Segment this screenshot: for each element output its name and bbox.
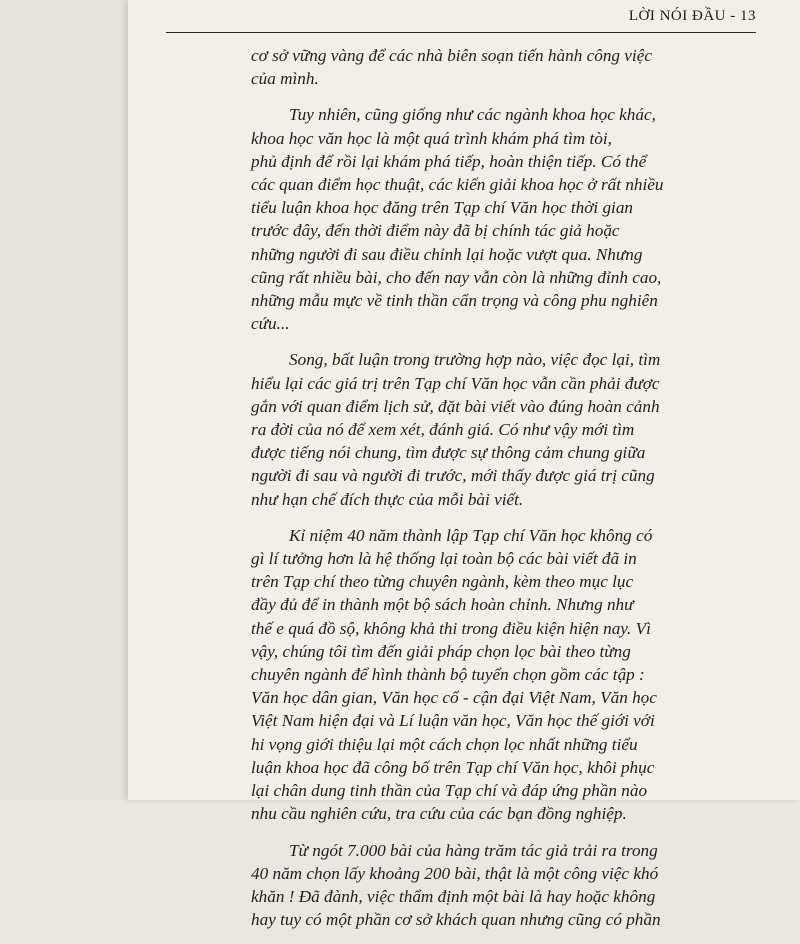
text-line: được tiếng nói chung, tìm được sự thông cảm chung giữa xyxy=(251,443,646,463)
text-line: cũng rất nhiều bài, cho đến nay vẫn còn là những đỉnh cao, xyxy=(251,267,662,287)
text-line: chuyên ngành để hình thành bộ tuyển chọn gồm các tập : xyxy=(251,665,645,685)
text-line: của mình. xyxy=(251,69,319,89)
text-line: hi vọng giới thiệu lại một cách chọn lọc nhất những tiểu xyxy=(251,734,638,754)
paragraph xyxy=(251,103,791,335)
page-body xyxy=(251,44,791,944)
facing-page-edge xyxy=(0,0,128,800)
text-line: những người đi sau điều chỉnh lại hoặc vượt qua. Nhưng xyxy=(251,244,643,264)
text-line: Kỉ niệm 40 năm thành lập Tạp chí Văn học không có xyxy=(289,525,653,545)
paragraph xyxy=(251,839,791,932)
paragraph xyxy=(251,348,791,510)
text-line: cơ sở vững vàng để các nhà biên soạn tiến hành công việc xyxy=(251,46,652,65)
text-line: thế e quá đồ sộ, không khả thi trong điều kiện hiện nay. Vì xyxy=(251,618,651,638)
text-line: Từ ngót 7.000 bài của hàng trăm tác giả trải ra trong xyxy=(289,840,658,860)
text-line: những mẫu mực về tinh thần cẩn trọng và công phu nghiên xyxy=(251,291,658,311)
text-line: hiểu lại các giá trị trên Tạp chí Văn học vẫn cần phải được xyxy=(251,373,660,393)
text-line: cứu... xyxy=(251,314,290,334)
text-line: luận khoa học đã công bố trên Tạp chí Văn học, khôi phục xyxy=(251,757,655,777)
paragraph xyxy=(251,524,791,826)
text-line: 40 năm chọn lấy khoảng 200 bài, thật là một công việc khó xyxy=(251,863,659,883)
text-line: nhu cầu nghiên cứu, tra cứu của các bạn đồng nghiệp. xyxy=(251,804,627,824)
text-line: như hạn chế đích thực của mỗi bài viết. xyxy=(251,489,524,509)
text-line: đầy đủ để in thành một bộ sách hoàn chỉnh. Nhưng như xyxy=(251,595,634,615)
text-line: Văn học dân gian, Văn học cổ - cận đại Việt Nam, Văn học xyxy=(251,688,657,708)
text-line: Việt Nam hiện đại và Lí luận văn học, Văn học thế giới với xyxy=(251,711,655,731)
text-line: các quan điểm học thuật, các kiến giải khoa học ở rất nhiều xyxy=(251,175,664,195)
running-header xyxy=(128,0,800,34)
text-line: gắn với quan điểm lịch sử, đặt bài viết vào đúng hoàn cảnh xyxy=(251,396,660,416)
text-line: hay tuy có một phần cơ sở khách quan nhưng cũng có phần xyxy=(251,910,661,930)
text-line: người đi sau và người đi trước, mới thấy được giá trị cũng xyxy=(251,466,655,486)
text-line: trên Tạp chí theo từng chuyên ngành, kèm theo mục lục xyxy=(251,572,634,592)
text-line: Tuy nhiên, cũng giống như các ngành khoa học khác, xyxy=(289,105,656,125)
text-line: Song, bất luận trong trường hợp nào, việc đọc lại, tìm xyxy=(289,350,661,370)
text-line: ra đời của nó để xem xét, đánh giá. Có như vậy mới tìm xyxy=(251,420,635,440)
header-title: LỜI NÓI ĐẦU - 13 xyxy=(628,8,756,24)
book-page xyxy=(128,0,800,930)
paragraph xyxy=(251,44,791,90)
text-line: phủ định để rồi lại khám phá tiếp, hoàn thiện tiếp. Có thể xyxy=(251,151,647,171)
text-line: khăn ! Đã đành, việc thẩm định một bài là hay hoặc không xyxy=(251,886,656,906)
header-rule xyxy=(166,32,756,33)
text-line: lại chân dung tinh thần của Tạp chí và đáp ứng phần nào xyxy=(251,781,648,801)
text-line: khoa học văn học là một quá trình khám phá tìm tòi, xyxy=(251,128,612,148)
text-line: gì lí tưởng hơn là hệ thống lại toàn bộ các bài viết đã in xyxy=(251,549,637,569)
text-line: vậy, chúng tôi tìm đến giải pháp chọn lọc bài theo từng xyxy=(251,641,631,661)
text-line: tiểu luận khoa học đăng trên Tạp chí Văn học thời gian xyxy=(251,198,634,218)
text-line: trước đây, đến thời điểm này đã bị chính tác giả hoặc xyxy=(251,221,620,241)
